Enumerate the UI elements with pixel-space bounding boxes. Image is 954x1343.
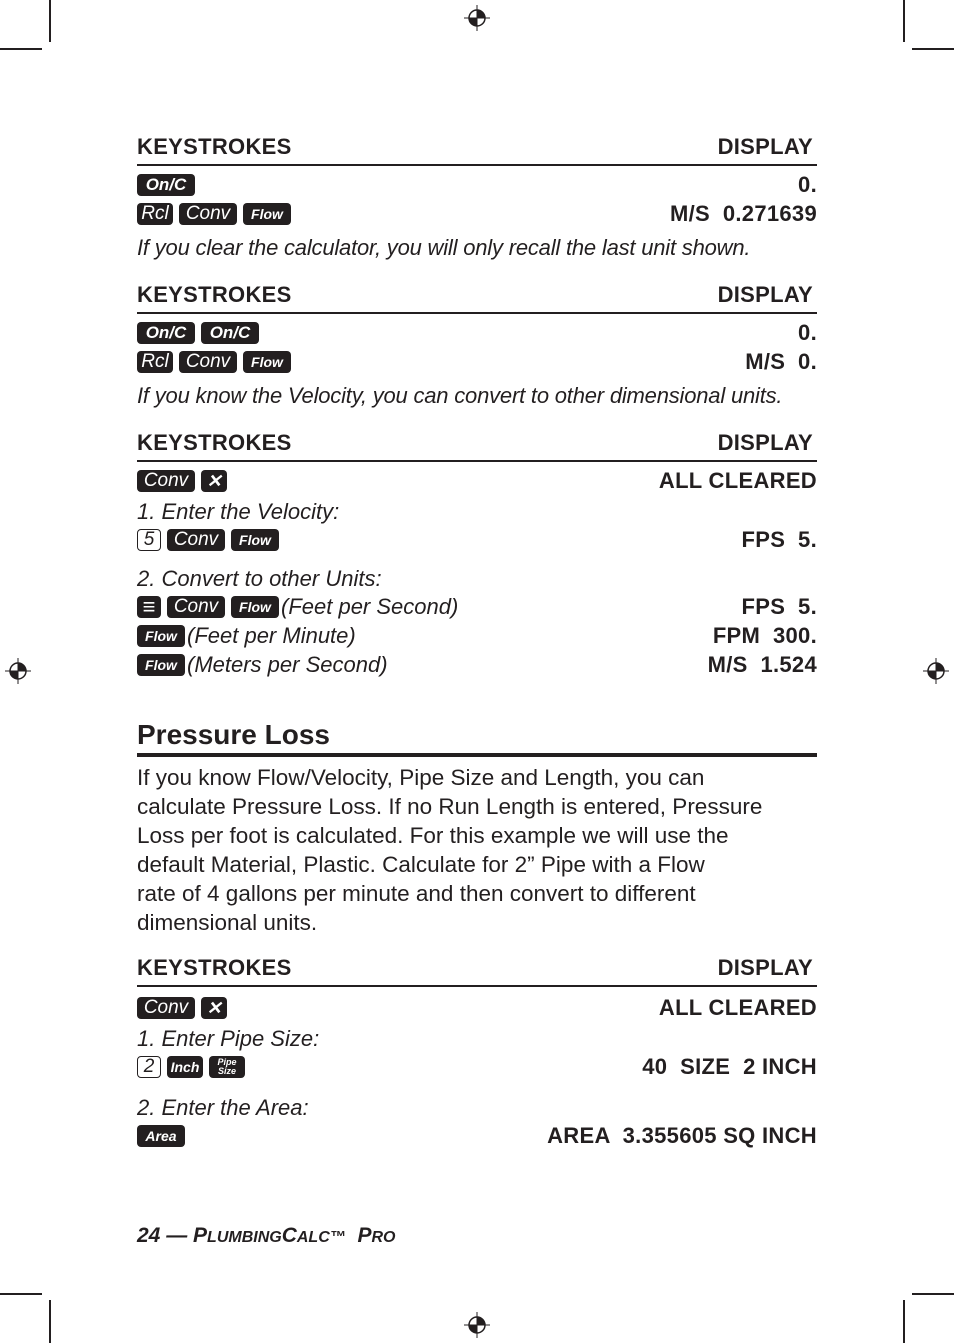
keystroke-row (137, 466, 817, 495)
display-heading: DISPLAY (717, 430, 813, 455)
brand-letter: P (193, 1224, 208, 1247)
keystroke-row (137, 621, 817, 650)
step-label: 1. Enter Pipe Size: (137, 1026, 320, 1051)
digit-5-key: 5 (137, 529, 161, 551)
display-heading: DISPLAY (717, 134, 813, 159)
display-heading: DISPLAY (717, 282, 813, 307)
display-value: M/S 0. (745, 348, 817, 374)
conv-key: Conv (167, 596, 225, 618)
keystroke-row (137, 993, 817, 1022)
display-value: FPS 5. (741, 593, 817, 619)
keystroke-row (137, 1121, 817, 1150)
keystroke-row (137, 525, 817, 554)
flow-key: Flow (243, 351, 291, 373)
rcl-key: Rcl (137, 351, 173, 373)
conv-key: Conv (167, 529, 225, 551)
conv-key: Conv (137, 470, 195, 492)
manual-page (137, 128, 817, 1150)
keystrokes-heading: KEYSTROKES (137, 955, 292, 980)
page-footer (137, 1224, 395, 1248)
step-label: 2. Enter the Area: (137, 1095, 309, 1120)
rcl-key: Rcl (137, 203, 173, 225)
crop-mark (0, 1293, 42, 1295)
size-label: Size (217, 1065, 236, 1076)
display-value: ALL CLEARED (658, 467, 817, 493)
clear-x-key: ✕ (201, 997, 227, 1019)
keystroke-row (137, 650, 817, 679)
unit-description: (Feet per Second) (281, 593, 459, 619)
crop-mark (49, 0, 51, 42)
paragraph-line: calculate Pressure Loss. If no Run Length is entered, Pressure (137, 794, 763, 819)
section-paragraph (137, 763, 817, 937)
display-value: M/S 1.524 (707, 651, 817, 677)
crop-mark (0, 48, 42, 50)
display-value: 0. (798, 171, 817, 197)
keystroke-row (137, 592, 817, 621)
conv-key: Conv (179, 203, 237, 225)
brand-letter: P (357, 1224, 372, 1247)
digit-2-key: 2 (137, 1056, 161, 1078)
unit-description: (Meters per Second) (187, 651, 388, 677)
note-text: If you know the Velocity, you can convert to other dimensional units. (137, 383, 783, 408)
keystroke-row (137, 199, 817, 228)
keystrokes-heading: KEYSTROKES (137, 134, 292, 159)
clear-x-key: ✕ (201, 470, 227, 492)
conv-key: Conv (179, 351, 237, 373)
keystroke-row (137, 1052, 817, 1081)
display-value: FPS 5. (741, 526, 817, 552)
keystrokes-heading: KEYSTROKES (137, 430, 292, 455)
keystrokes-table-header (137, 949, 817, 987)
registration-mark-icon (464, 5, 490, 31)
on-c-key: On/C (137, 322, 195, 344)
flow-key: Flow (231, 529, 279, 551)
paragraph-line: default Material, Plastic. Calculate for 2” Pipe with a Flow (137, 852, 705, 877)
crop-mark (912, 48, 954, 50)
display-value: M/S 0.271639 (670, 200, 817, 226)
paragraph-line: If you know Flow/Velocity, Pipe Size and Length, you can (137, 765, 705, 790)
registration-mark-icon (923, 658, 949, 684)
step-label: 2. Convert to other Units: (137, 566, 382, 591)
section-title: Pressure Loss (137, 711, 817, 757)
brand-smallcaps: ALC™ (296, 1229, 346, 1246)
brand-smallcaps: LUMBING (207, 1229, 282, 1246)
keystrokes-heading: KEYSTROKES (137, 282, 292, 307)
flow-key: Flow (243, 203, 291, 225)
display-value: FPM 300. (712, 622, 817, 648)
flow-key: Flow (231, 596, 279, 618)
flow-key: Flow (137, 654, 185, 676)
registration-mark-icon (5, 658, 31, 684)
paragraph-line: dimensional units. (137, 910, 318, 935)
on-c-key: On/C (201, 322, 259, 344)
page-number: 24 — (137, 1224, 194, 1247)
brand-smallcaps: RO (371, 1229, 396, 1246)
on-c-key: On/C (137, 174, 195, 196)
crop-mark (903, 0, 905, 42)
pipe-label: Pipe (217, 1056, 237, 1067)
flow-key: Flow (137, 625, 185, 647)
area-key: Area (137, 1125, 185, 1147)
brand-letter: C (281, 1224, 297, 1247)
conv-key: Conv (137, 997, 195, 1019)
keystroke-row (137, 318, 817, 347)
paragraph-line: rate of 4 gallons per minute and then convert to different (137, 881, 696, 906)
keystroke-row (137, 347, 817, 376)
crop-mark (49, 1300, 51, 1343)
keystrokes-table-header (137, 128, 817, 166)
display-heading: DISPLAY (717, 955, 813, 980)
crop-mark (912, 1293, 954, 1295)
registration-mark-icon (464, 1312, 490, 1338)
keystrokes-table-header (137, 276, 817, 314)
note-text: If you clear the calculator, you will only recall the last unit shown. (137, 235, 751, 260)
display-value: 0. (798, 319, 817, 345)
step-label: 1. Enter the Velocity: (137, 499, 340, 524)
display-value: AREA 3.355605 SQ INCH (547, 1122, 817, 1148)
inch-key: Inch (167, 1056, 203, 1078)
pipe-size-key (209, 1056, 245, 1078)
unit-description: (Feet per Minute) (187, 622, 356, 648)
paragraph-line: Loss per foot is calculated. For this example we will use the (137, 823, 729, 848)
crop-mark (903, 1300, 905, 1343)
keystrokes-table-header (137, 424, 817, 462)
display-value: 40 SIZE 2 INCH (642, 1053, 817, 1079)
display-value: ALL CLEARED (658, 994, 817, 1020)
equals-key: ≡ (137, 596, 161, 618)
keystroke-row (137, 170, 817, 199)
